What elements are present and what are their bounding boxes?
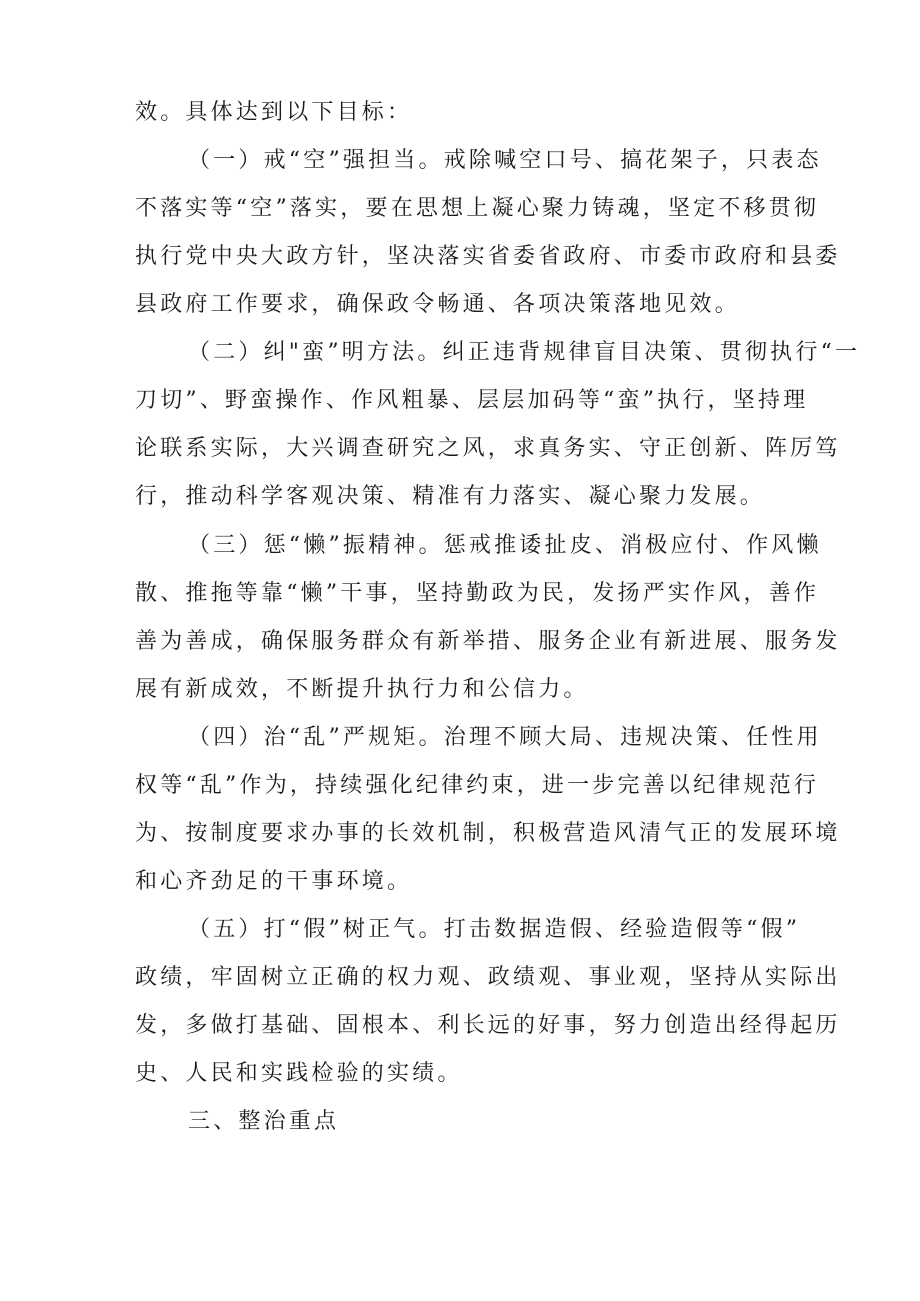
- paragraph-line: 县政府工作要求，确保政令畅通、各项决策落地见效。: [135, 292, 740, 317]
- paragraph-line: 为、按制度要求办事的长效机制，积极营造风清气正的发展环境: [135, 821, 841, 846]
- paragraph-line: 发，多做打基础、固根本、利长远的好事，努力创造出经得起历: [135, 1013, 841, 1038]
- paragraph-line: 论联系实际，大兴调查研究之风，求真务实、守正创新、阵厉笃: [135, 436, 841, 461]
- paragraph-line: 效。具体达到以下目标：: [135, 100, 413, 125]
- paragraph-line: （一）戒“空”强担当。戒除喊空口号、搞花架子，只表态: [188, 148, 822, 173]
- paragraph-line: （四）治“乱”严规矩。治理不顾大局、违规决策、任性用: [188, 725, 822, 750]
- paragraph-line: （五）打“假”树正气。打击数据造假、经验造假等“假”: [188, 917, 801, 942]
- paragraph-line: 善为善成，确保服务群众有新举措、服务企业有新进展、服务发: [135, 629, 841, 654]
- paragraph-line: （三）惩“懒”振精神。惩戒推诿扯皮、消极应付、作风懒: [188, 533, 822, 558]
- paragraph-line: 史、人民和实践检验的实绩。: [135, 1061, 463, 1086]
- paragraph-line: 行，推动科学客观决策、精准有力落实、凝心聚力发展。: [135, 484, 766, 509]
- paragraph-line: 执行党中央大政方针，坚决落实省委省政府、市委市政府和县委: [135, 244, 841, 269]
- paragraph-line: 刀切”、野蛮操作、作风粗暴、层层加码等“蛮”执行，坚持理: [135, 388, 809, 413]
- section-heading: 三、整治重点: [188, 1109, 340, 1134]
- paragraph-line: 展有新成效，不断提升执行力和公信力。: [135, 677, 589, 702]
- paragraph-line: 政绩，牢固树立正确的权力观、政绩观、事业观，坚持从实际出: [135, 965, 841, 990]
- paragraph-line: 散、推拖等靠“懒”干事，坚持勤政为民，发扬严实作风，善作: [135, 581, 820, 606]
- paragraph-line: （二）纠"蛮”明方法。纠正违背规律盲目决策、贯彻执行“一: [188, 340, 861, 365]
- paragraph-line: 和心齐劲足的干事环境。: [135, 869, 413, 894]
- paragraph-line: 权等“乱”作为，持续强化纪律约束，进一步完善以纪律规范行: [135, 773, 820, 798]
- paragraph-line: 不落实等“空”落实，要在思想上凝心聚力铸魂，坚定不移贯彻: [135, 196, 820, 221]
